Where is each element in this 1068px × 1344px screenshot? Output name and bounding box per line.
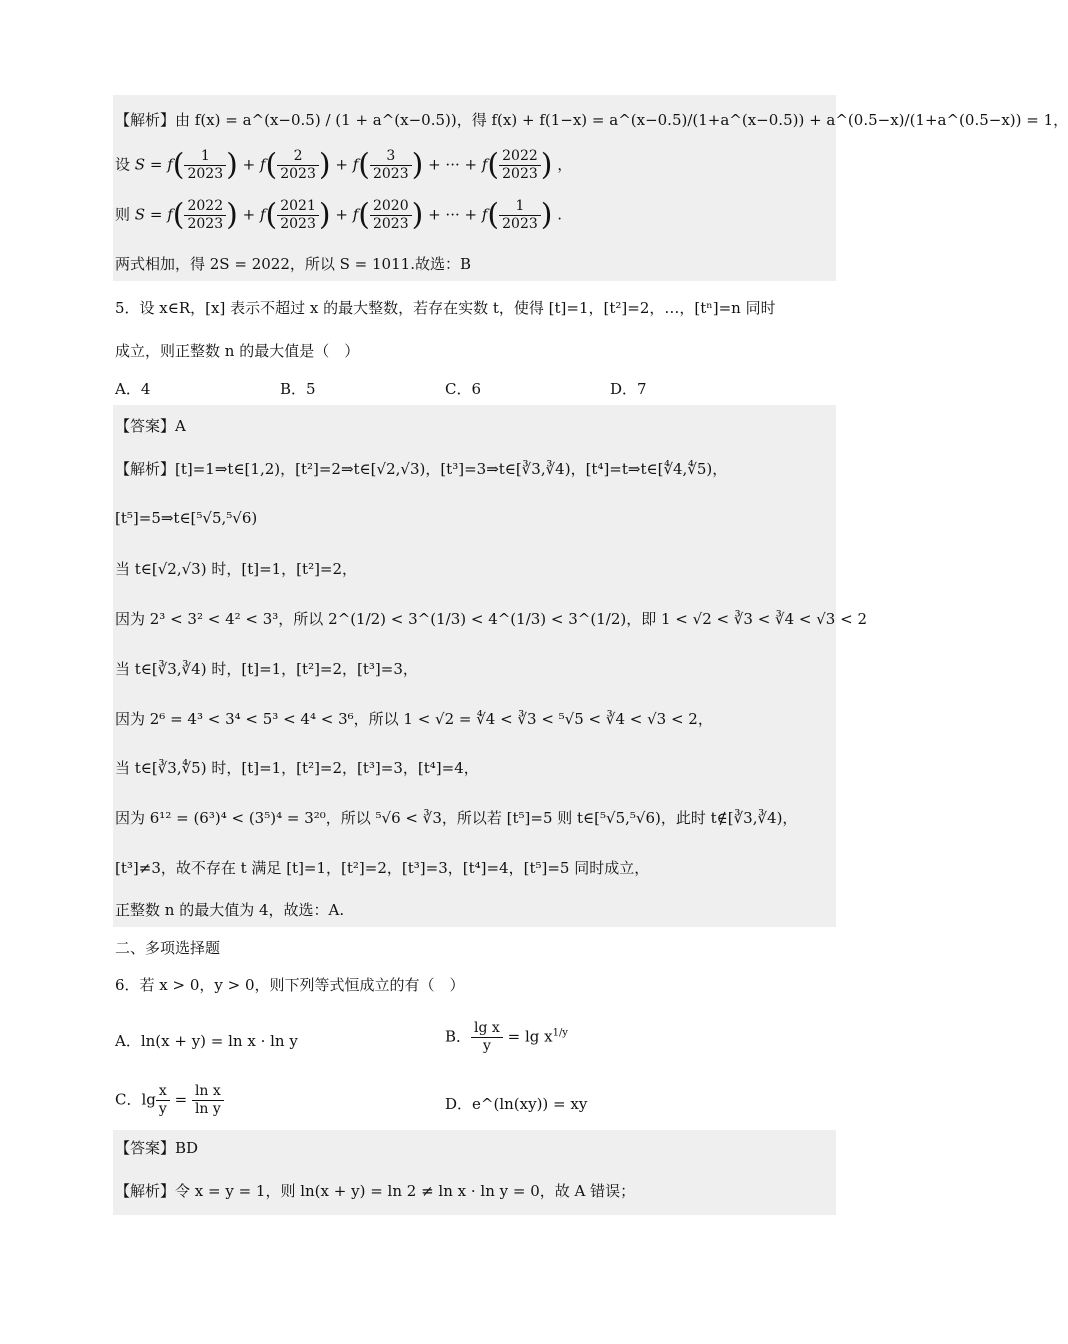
q5-analysis-line: 正整数 n 的最大值为 4，故选：A. xyxy=(115,901,345,919)
q4-set-s-line: 设 S = f( $\frac{1}{2023}$ ) + f( $\frac{2}{2023}$ ) + f( $\frac{3}{2023}$ ) + ··· + f( $\frac{2022}{2023}$ ) ， xyxy=(115,147,573,183)
q5-option-d: D．7 xyxy=(610,380,647,398)
q6-answer: 【答案】BD xyxy=(115,1139,199,1157)
q5-analysis-line: 因为 6¹² = (6³)⁴ < (3⁵)⁴ = 3²⁰，所以 ⁵√6 < ∛3，所以若 [t⁵]=5 则 t∈[⁵√5,⁵√6)，此时 t∉[∛3,∛4)， xyxy=(115,809,798,827)
q5-stem-line2: 成立，则正整数 n 的最大值是（ ） xyxy=(115,342,360,360)
q5-analysis-line: 【解析】[t]=1⇒t∈[1,2)，[t²]=2⇒t∈[√2,√3)，[t³]=3⇒t∈[∛3,∛4)，[t⁴]=t⇒t∈[∜4,∜5)， xyxy=(115,460,728,478)
q6-option-a: A．ln(x + y) = ln x · ln y xyxy=(115,1032,298,1050)
q5-analysis-line: 当 t∈[∛3,∜5) 时，[t]=1，[t²]=2，[t³]=3，[t⁴]=4， xyxy=(115,759,479,777)
q6-analysis-block xyxy=(113,1130,836,1215)
q4-analysis-line1: 【解析】由 f(x) = a^(x−0.5) / (1 + a^(x−0.5))，得 f(x) + f(1−x) = a^(x−0.5)/(1+a^(x−0.5)) + a^(0.5−x)/(1+a^(0.5−x)) = 1， xyxy=(115,111,1068,129)
q5-option-b: B．5 xyxy=(280,380,316,398)
q4-then-s-line: 则 S = f( $\frac{2022}{2023}$ ) + f( $\frac{2021}{2023}$ ) + f( $\frac{2020}{2023}$ ) + ··· + f( $\frac{1}{2023}$ ) . xyxy=(115,197,563,233)
q6-option-b: B． $\frac{\text{lg x}}{y}$ = $\lg x^{1/y}$ xyxy=(445,1020,568,1054)
q6-stem: 6．若 x > 0，y > 0，则下列等式恒成立的有（ ） xyxy=(115,976,465,994)
section-title: 二、多项选择题 xyxy=(115,939,221,957)
q5-answer: 【答案】A xyxy=(115,417,186,435)
q5-option-c: C．6 xyxy=(445,380,482,398)
q6-analysis-line1: 【解析】令 x = y = 1，则 ln(x + y) = ln 2 ≠ ln x · ln y = 0，故 A 错误； xyxy=(115,1182,636,1200)
q5-analysis-line: 因为 2⁶ = 4³ < 3⁴ < 5³ < 4⁴ < 3⁶，所以 1 < √2 = ∜4 < ∛3 < ⁵√5 < ∛4 < √3 < 2， xyxy=(115,710,713,728)
q5-stem-line1: 5．设 x∈R，[x] 表示不超过 x 的最大整数，若存在实数 t，使得 [t]=1，[t²]=2，…，[tⁿ]=n 同时 xyxy=(115,299,776,317)
q5-analysis-line: 因为 2³ < 3² < 4² < 3³，所以 2^(1/2) < 3^(1/3) < 4^(1/3) < 3^(1/2)，即 1 < √2 < ∛3 < ∛4 < √3 < 2 xyxy=(115,610,868,628)
q6-option-c: C．lg $\frac{x}{y}$ = $\frac{\text{ln x}}{\text{ln y}}$ xyxy=(115,1083,224,1118)
q5-analysis-line: [t⁵]=5⇒t∈[⁵√5,⁵√6) xyxy=(115,509,258,527)
q5-analysis-line: 当 t∈[√2,√3) 时，[t]=1，[t²]=2， xyxy=(115,560,358,578)
q4-sum-line: 两式相加，得 2S = 2022，所以 S = 1011.故选：B xyxy=(115,255,471,273)
q5-analysis-line: 当 t∈[∛3,∛4) 时，[t]=1，[t²]=2，[t³]=3， xyxy=(115,660,418,678)
q5-analysis-line: [t³]≠3，故不存在 t 满足 [t]=1，[t²]=2，[t³]=3，[t⁴]=4，[t⁵]=5 同时成立， xyxy=(115,859,650,877)
q5-option-a: A．4 xyxy=(115,380,151,398)
q6-option-d: D．e^(ln(xy)) = xy xyxy=(445,1095,588,1113)
